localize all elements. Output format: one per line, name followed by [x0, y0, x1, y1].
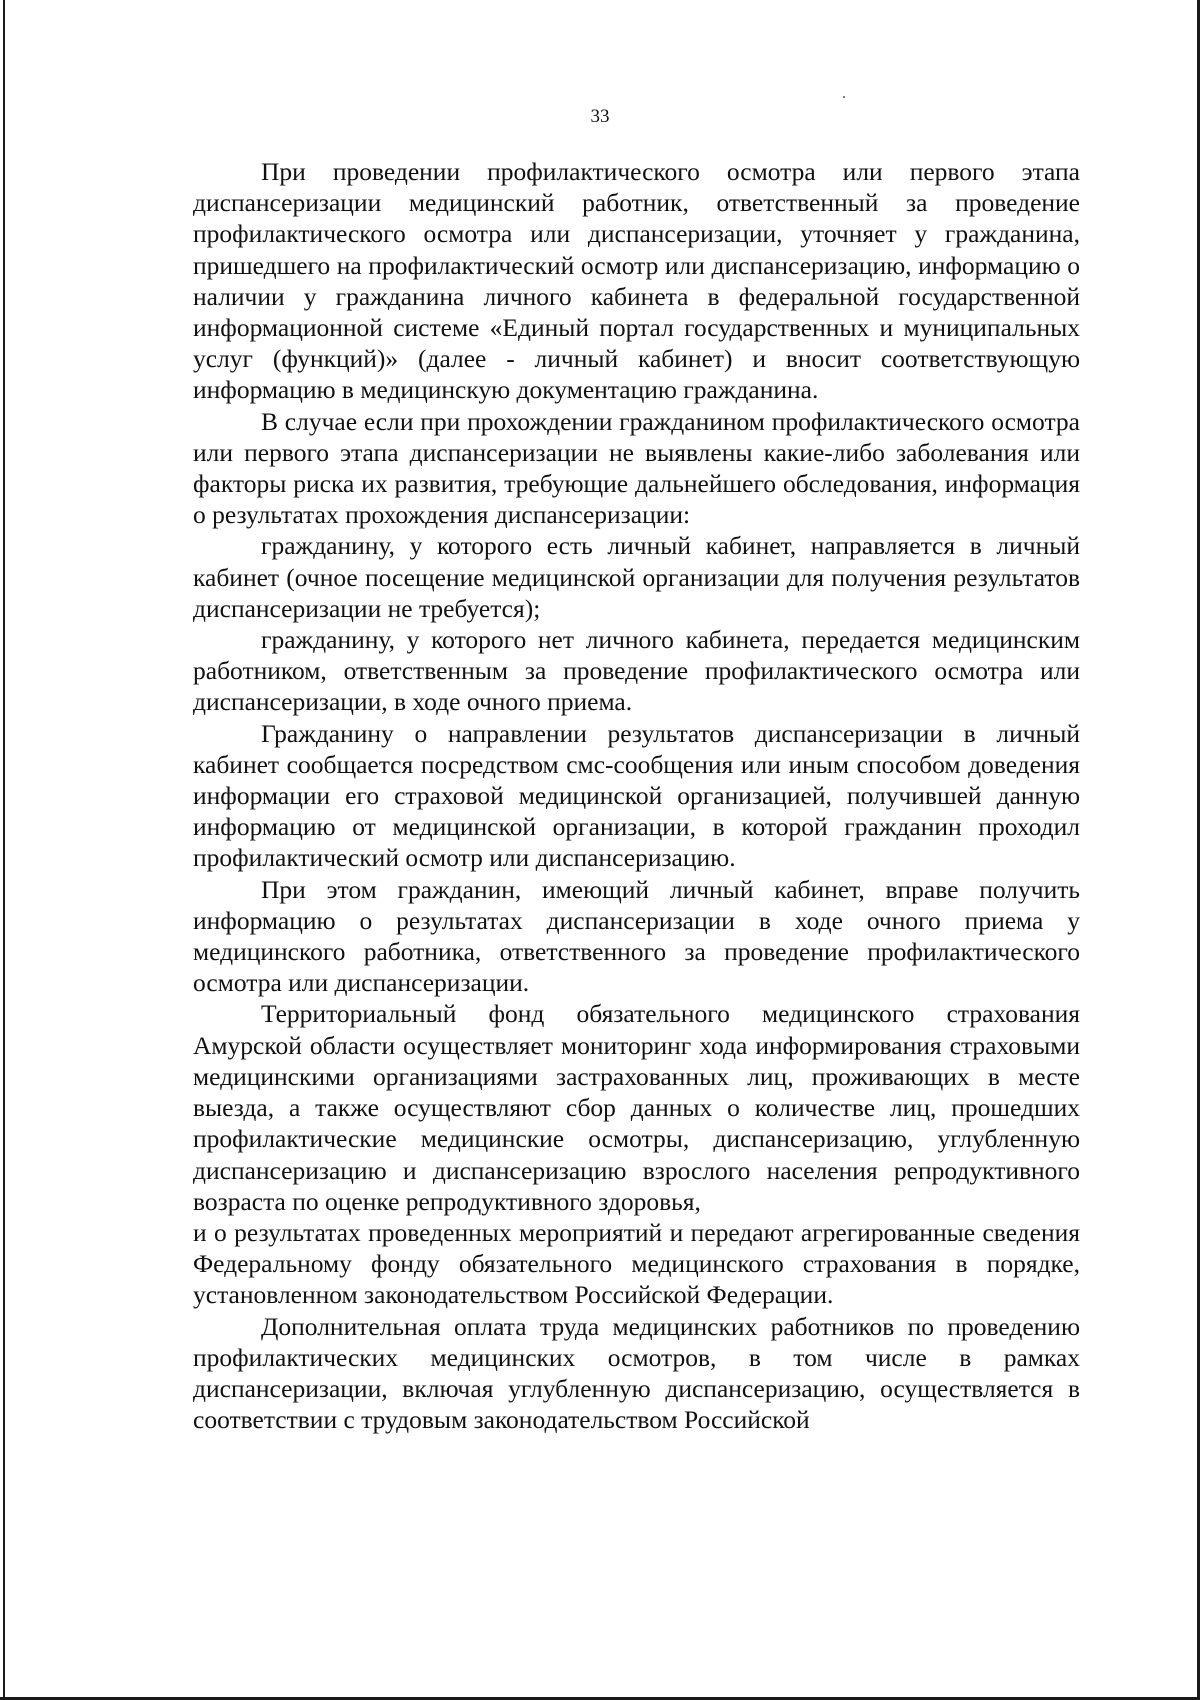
document-body: [193, 156, 1080, 1435]
paragraph: Дополнительная оплата труда медицинских работников по проведению профилактических медицинских осмотров, в том числе в рамках диспансеризации, включая углубленную диспансеризацию, осуществляется в соответствии с трудовым законодательством Российской: [193, 1311, 1080, 1435]
paragraph: При проведении профилактического осмотра или первого этапа диспансеризации медицинский работник, ответственный за проведение профилактического осмотра или диспансеризации, уточняет у гражданина, пришедшего на профилактический осмотр или диспансеризацию, информацию о наличии у гражданина личного кабинета в федеральной государственной информационной системе «Единый портал государственных и муниципальных услуг (функций)» (далее - личный кабинет) и вносит соответствующую информацию в медицинскую документацию гражданина.: [193, 157, 1080, 405]
paragraph: гражданину, у которого есть личный кабинет, направляется в личный кабинет (очное посещение медицинской организации для получения результатов диспансеризации не требуется);: [193, 531, 1080, 623]
paragraph: В случае если при прохождении гражданином профилактического осмотра или первого этапа диспансеризации не выявлены какие-либо заболевания или факторы риска их развития, требующие дальнейшего обследования, информация о результатах прохождения диспансеризации:: [193, 406, 1080, 530]
paragraph: Гражданину о направлении результатов диспансеризации в личный кабинет сообщается посредством смс-сообщения или иным способом доведения информации его страховой медицинской организацией, получившей данную информацию от медицинской организации, в которой гражданин проходил профилактический осмотр или диспансеризацию.: [193, 718, 1080, 873]
paragraph: При этом гражданин, имеющий личный кабинет, вправе получить информацию о результатах диспансеризации в ходе очного приема у медицинского работника, ответственного за проведение профилактического осмотра или диспансеризации.: [193, 874, 1080, 998]
page-number: 33: [590, 106, 610, 127]
paragraph: и о результатах проведенных мероприятий и передают агрегированные сведения Федеральному фонду обязательного медицинского страхования в порядке, установленном законодательством Российской Федерации.: [193, 1217, 1080, 1310]
paragraph: гражданину, у которого нет личного кабинета, передается медицинским работником, ответственным за проведение профилактического осмотра или диспансеризации, в ходе очного приема.: [193, 625, 1080, 717]
paragraph: Территориальный фонд обязательного медицинского страхования Амурской области осуществляет мониторинг хода информирования страховыми медицинскими организациями застрахованных лиц, проживающих в месте выезда, а также осуществляют сбор данных о количестве лиц, прошедших профилактические медицинские осмотры, диспансеризацию, углубленную диспансеризацию и диспансеризацию взрослого населения репродуктивного возраста по оценке репродуктивного здоровья,: [193, 999, 1080, 1216]
scan-edge-left: [3, 0, 5, 1700]
scan-speck: [843, 96, 845, 98]
